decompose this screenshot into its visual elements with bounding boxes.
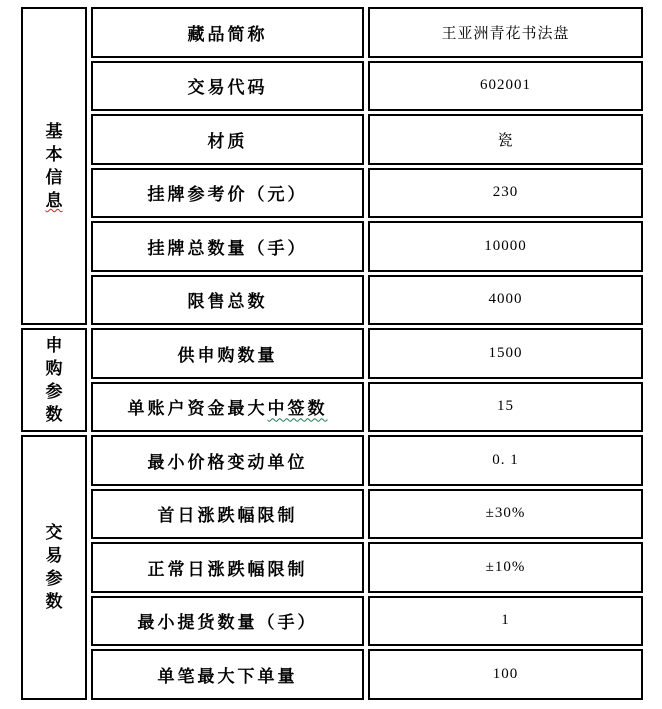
field-label-cell (91, 275, 364, 326)
field-label-cell (91, 114, 364, 165)
field-label-cell (91, 221, 364, 272)
field-value-cell (368, 168, 643, 219)
field-value: 王亚洲青花书法盘 (441, 25, 570, 42)
field-value: 230 (492, 184, 519, 201)
field-value: 1500 (488, 344, 523, 361)
field-label: 挂牌参考价（元） (147, 185, 308, 205)
field-value: ±30% (485, 505, 526, 522)
field-value: 1 (501, 612, 510, 629)
field-value-cell (368, 489, 643, 540)
category-label-spellcheck-text: 息 (45, 191, 63, 210)
field-label (128, 394, 328, 419)
field-label-cell (91, 489, 364, 540)
field-label: 单笔最大下单量 (157, 666, 298, 686)
field-label-cell (91, 328, 364, 379)
field-value-cell (368, 221, 643, 272)
field-label-cell (91, 382, 364, 433)
field-label: 首日涨跌幅限制 (157, 506, 298, 526)
category-label-text: 基本信 (45, 122, 63, 187)
category-cell-subscription-params (21, 328, 87, 432)
field-value-cell (368, 328, 643, 379)
field-label: 限售总数 (187, 292, 268, 312)
field-label: 藏品简称 (187, 24, 268, 44)
field-label-cell (91, 435, 364, 486)
category-label-text: 申购参数 (45, 336, 63, 424)
field-label: 交易代码 (187, 78, 268, 98)
field-value-cell (368, 542, 643, 593)
field-value-cell (368, 114, 643, 165)
field-label-text: 单账户资金最大 (127, 399, 268, 419)
field-label-grammarcheck-text: 中签数 (267, 399, 328, 419)
field-value: 10000 (484, 237, 527, 254)
field-label-cell (91, 7, 364, 58)
field-label: 最小价格变动单位 (147, 452, 308, 472)
field-value-cell (368, 435, 643, 486)
field-label-cell (91, 596, 364, 647)
field-label: 材质 (207, 131, 248, 151)
field-label: 最小提货数量（手） (137, 613, 318, 633)
category-cell-trading-params (21, 435, 87, 700)
field-value: ±10% (485, 558, 526, 575)
field-label-cell (91, 61, 364, 112)
field-value: 瓷 (497, 132, 514, 149)
category-label-text: 交易参数 (45, 523, 63, 612)
field-label-cell (91, 542, 364, 593)
field-value: 0. 1 (492, 451, 519, 468)
field-value-cell (368, 596, 643, 647)
field-label-cell (91, 649, 364, 700)
field-value-cell (368, 275, 643, 326)
field-value: 15 (497, 398, 514, 415)
field-value-cell (368, 61, 643, 112)
category-label-basic-info (45, 120, 64, 212)
field-label-cell (91, 168, 364, 219)
field-label: 挂牌总数量（手） (147, 238, 308, 258)
category-label-subscription-params (45, 334, 64, 426)
field-value: 100 (492, 665, 519, 682)
field-value-cell (368, 382, 643, 433)
field-value-cell (368, 649, 643, 700)
field-label: 供申购数量 (177, 345, 278, 365)
field-value-cell (368, 7, 643, 58)
field-value: 4000 (488, 291, 523, 308)
category-label-trading-params (45, 521, 64, 613)
category-cell-basic-info (21, 7, 87, 325)
field-value: 602001 (480, 77, 531, 94)
listing-parameters-table (21, 7, 643, 700)
field-label: 正常日涨跌幅限制 (147, 559, 308, 579)
